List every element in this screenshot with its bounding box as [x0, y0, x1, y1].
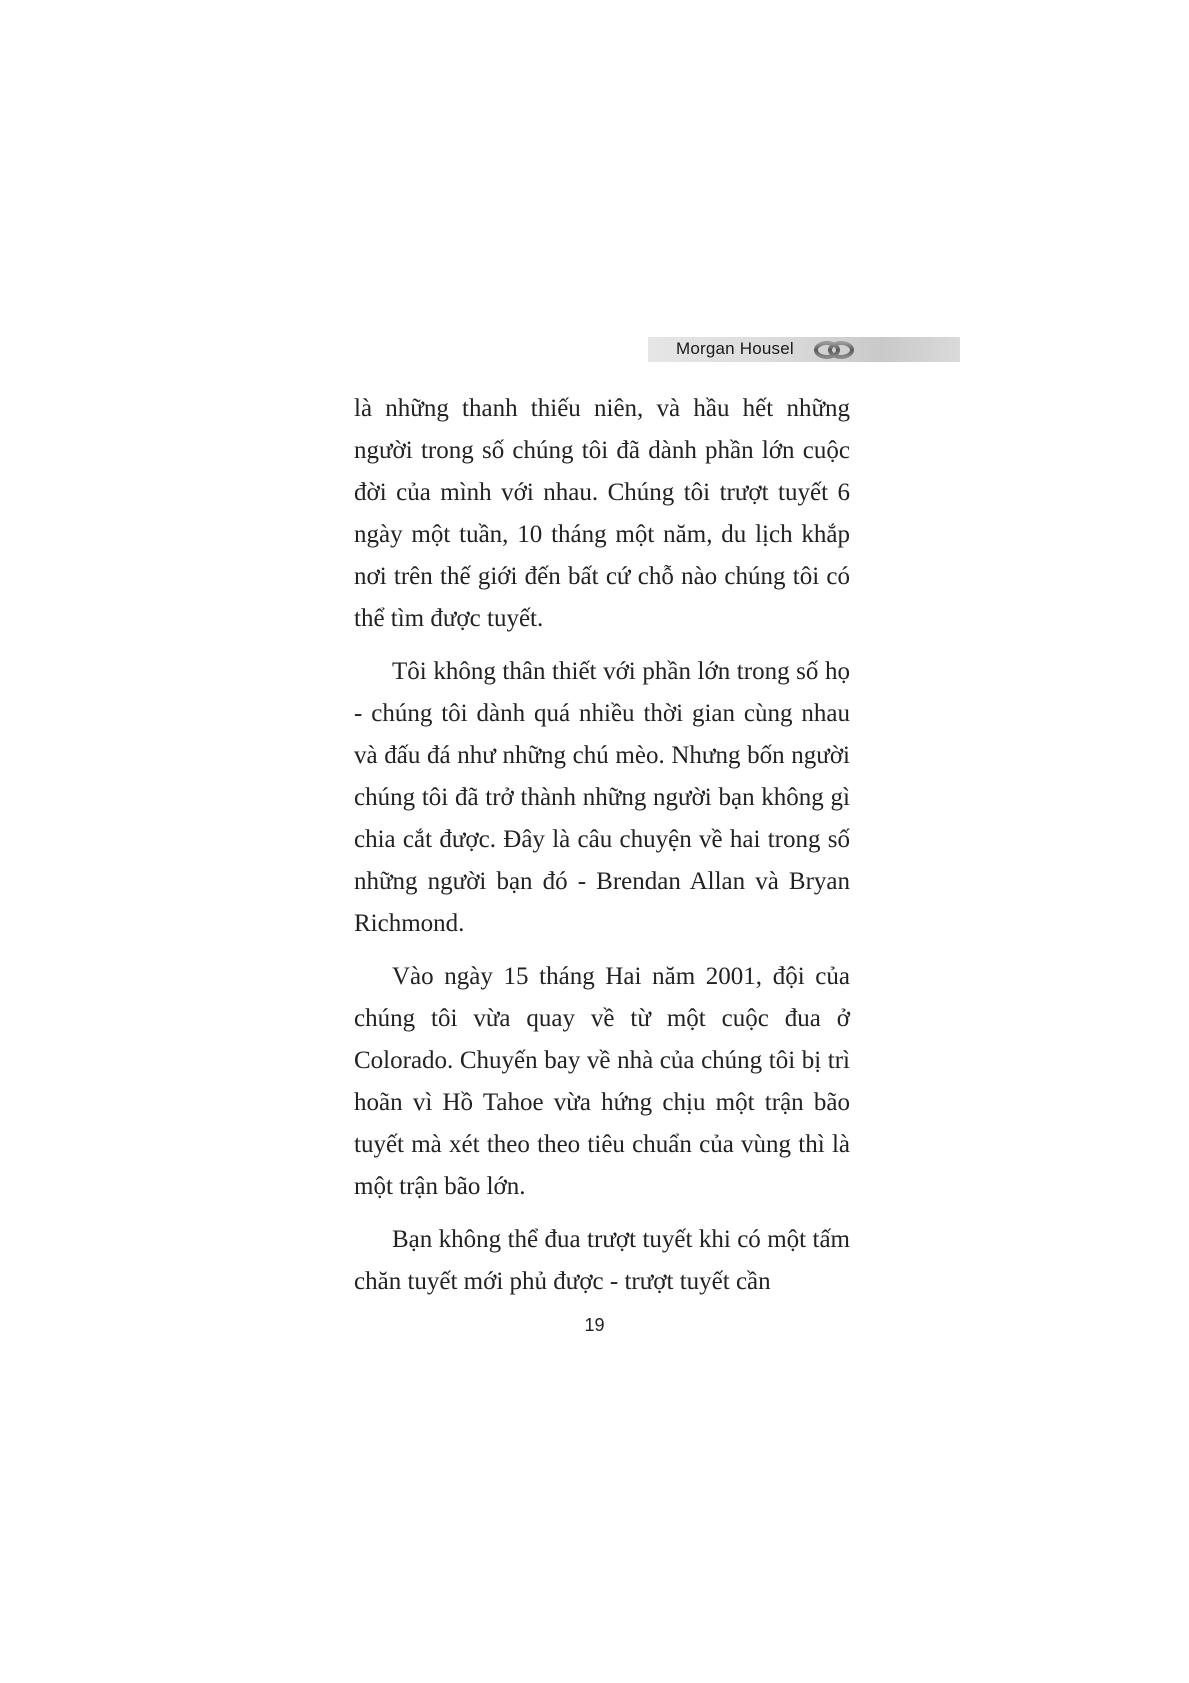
paragraph: Vào ngày 15 tháng Hai năm 2001, đội của chúng tôi vừa quay về từ một cuộc đua ở Colorado. Chuyến bay về nhà của chúng tôi bị trì hoãn vì Hồ Tahoe vừa hứng chịu một trận bão tuyết mà xét theo theo tiêu chuẩn của vùng thì là một trận bão lớn.: [354, 963, 850, 1200]
paragraph-continued: là những thanh thiếu niên, và hầu hết những người trong số chúng tôi đã dành phần lớn cuộc đời của mình với nhau. Chúng tôi trượt tuyết 6 ngày một tuần, 10 tháng một năm, du lịch khắp nơi trên thế giới đến bất cứ chỗ nào chúng tôi có thể tìm được tuyết.: [354, 395, 850, 632]
running-header: [648, 337, 960, 362]
running-header-author: Morgan Housel: [676, 339, 794, 358]
page-number: 19: [584, 1315, 605, 1335]
body-text: [354, 388, 850, 1314]
double-ring-ornament-icon: [813, 340, 857, 360]
paragraph: Tôi không thân thiết với phần lớn trong số họ - chúng tôi dành quá nhiều thời gian cùng nhau và đấu đá như những chú mèo. Nhưng bốn người chúng tôi đã trở thành những người bạn không gì chia cắt được. Đây là câu chuyện về hai trong số những người bạn đó - Brendan Allan và Bryan Richmond.: [354, 658, 850, 937]
paragraph: Bạn không thể đua trượt tuyết khi có một tấm chăn tuyết mới phủ được - trượt tuyết cần: [354, 1226, 850, 1295]
